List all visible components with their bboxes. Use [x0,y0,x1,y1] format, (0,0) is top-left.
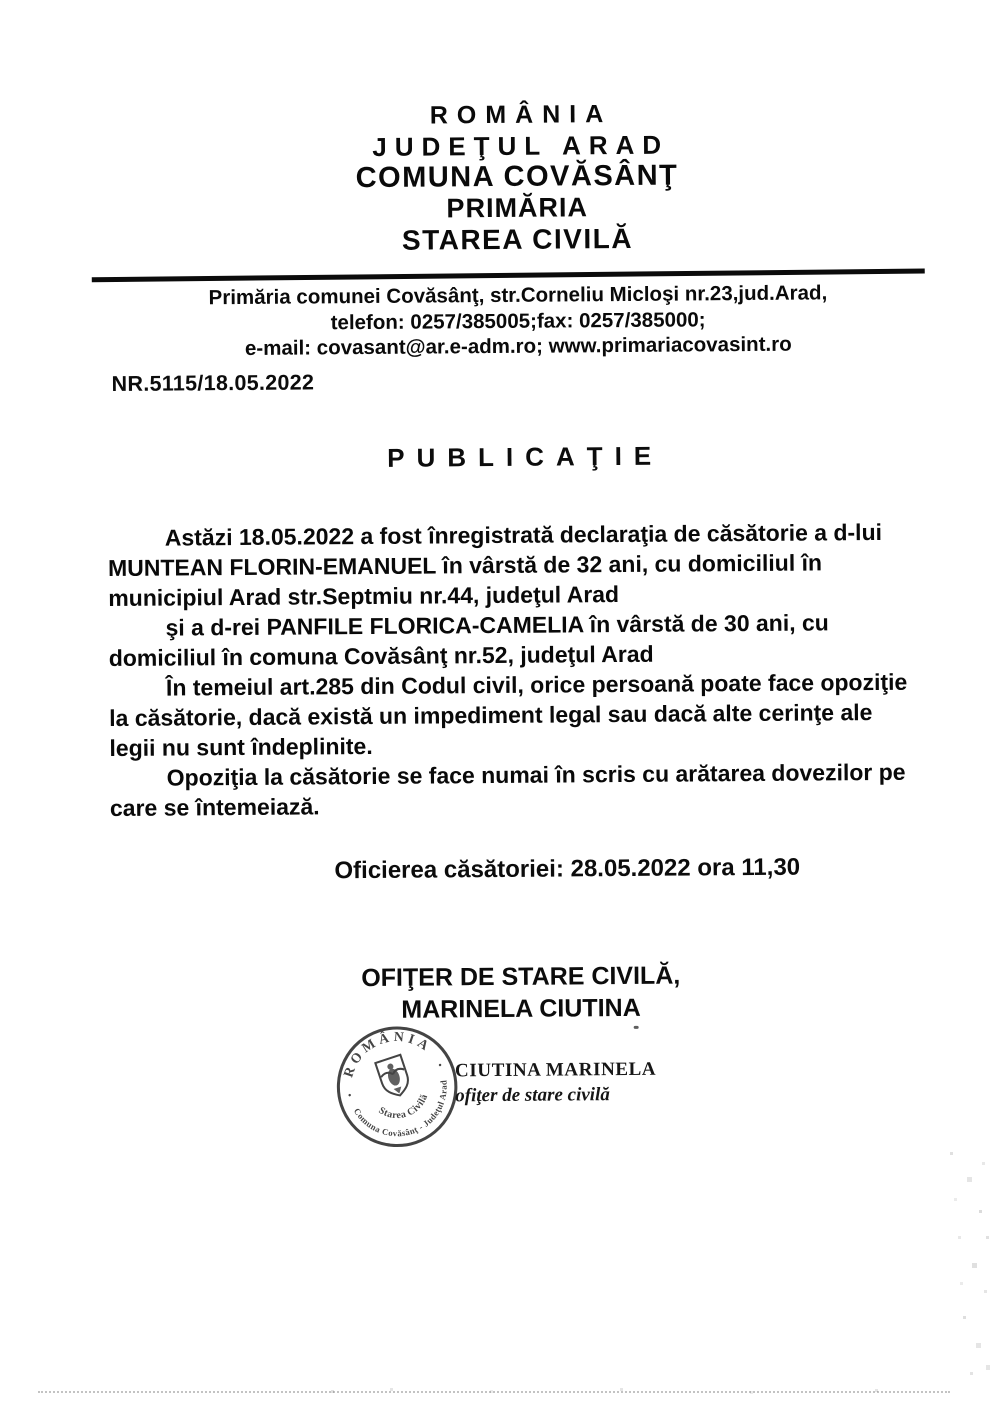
letterhead-country: ROMÂNIA [46,96,986,134]
document-title: PUBLICAŢIE [49,438,989,476]
officer-name-line: MARINELA CIUTINA [268,991,773,1027]
body-paragraph-bride: şi a d-rei PANFILE FLORICA-CAMELIA în vârstă de 30 ani, cu domiciliul în comuna Covăsânţ nr.52, judeţul Arad [108,607,910,673]
letterhead-office: STAREA CIVILĂ [47,220,987,258]
ceremony-date-line: Oficierea căsătoriei: 28.05.2022 ora 11,30 [334,854,800,886]
contact-email-line: e-mail: covasant@ar.e-adm.ro; www.primariacovasint.ro [48,330,988,363]
stamp-separator-left: • [347,1090,353,1100]
stamp-office-text: Starea Civilă [374,1090,434,1128]
scan-noise-right-edge [946,1140,949,1143]
registration-number: NR.5115/18.05.2022 [112,370,315,397]
officer-role-line: OFIŢER DE STARE CIVILĂ, [268,959,773,995]
scan-noise-bottom [330,1386,333,1389]
stamp-separator-right: • [437,1060,443,1070]
body-paragraph-legal: În temeiul art.285 din Codul civil, orice persoană poate face opoziţie la căsătorie, dacă există un impediment legal sau dacă alte cerinţe ale legii nu sunt îndeplinite. [109,667,912,763]
scan-edge-line [38,1391,950,1393]
letterhead [46,96,987,258]
letterhead-county: JUDEŢUL ARAD [47,127,987,165]
official-round-stamp [318,1007,477,1166]
letterhead-commune: COMUNA COVĂSÂNŢ [47,158,987,196]
stamp-group [323,1012,472,1161]
document-body [108,517,912,823]
contact-block [48,279,989,363]
letterhead-institution: PRIMĂRIA [47,189,987,227]
name-stamp-role: ofiţer de stare civilă [455,1084,656,1108]
body-paragraph-opposition: Opoziţia la căsătorie se face numai în scris cu arătarea dovezilor pe care se întemeiază. [110,757,912,823]
stamp-commune-text: Comuna Covăsânţ - Judeţul Arad [351,1077,462,1152]
ink-speck [634,1026,639,1029]
body-paragraph-groom: Astăzi 18.05.2022 a fost înregistrată declaraţia de căsătorie a d-lui MUNTEAN FLORIN-EMANUEL în vârstă de 32 ani, cu domiciliul în municipiul Arad str.Septmiu nr.44, judeţul Arad [108,517,911,613]
officer-name-stamp [455,1059,657,1108]
contact-phone-line: telefon: 0257/385005;fax: 0257/385000; [48,305,988,338]
name-stamp-name: CIUTINA MARINELA [455,1059,656,1083]
contact-address-line: Primăria comunei Covăsânţ, str.Corneliu Micloşi nr.23,jud.Arad, [48,279,988,312]
stamp-country-text: ROMÂNIA [331,1015,437,1083]
